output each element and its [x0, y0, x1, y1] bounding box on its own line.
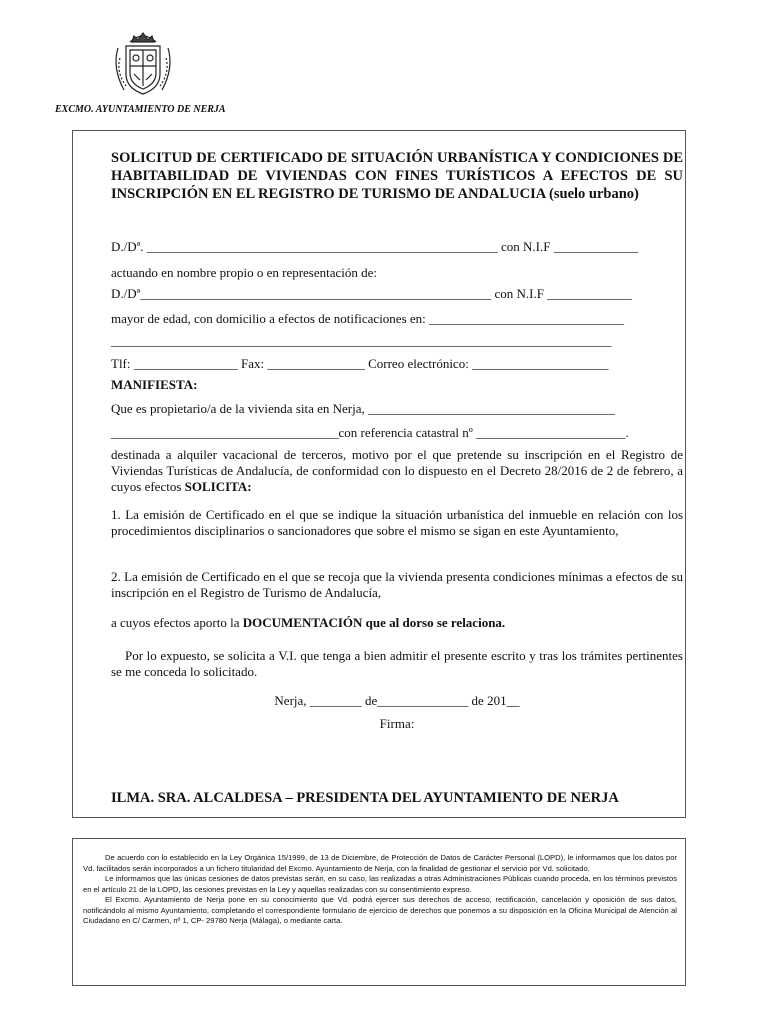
- cadastral-reference-field[interactable]: ___________________________________con referencia catastral nº _______________________.: [111, 425, 629, 440]
- documentation-bold: DOCUMENTACIÓN que al dorso se relaciona.: [242, 615, 506, 630]
- closing-paragraph: Por lo expuesto, se solicita a V.I. que tenga a bien admitir el presente escrito y tras los trámites pertinentes se me conceda lo solicitado.: [111, 648, 683, 679]
- solicita-label: SOLICITA:: [184, 479, 252, 494]
- coat-of-arms-icon: [110, 28, 176, 100]
- represented-name-field[interactable]: D./Dª______________________________________________________ con N.I.F _____________: [111, 286, 632, 301]
- organization-name: EXCMO. AYUNTAMIENTO DE NERJA: [55, 104, 226, 115]
- address-field[interactable]: mayor de edad, con domicilio a efectos de notificaciones en: ______________________________: [111, 311, 625, 326]
- date-line[interactable]: Nerja, ________ de______________ de 201__: [274, 693, 520, 708]
- form-title: SOLICITUD DE CERTIFICADO DE SITUACIÓN URBANÍSTICA Y CONDICIONES DE HABITABILIDAD DE VIVIENDAS CON FINES TURÍSTICOS A EFECTOS DE SU INSCRIPCIÓN EN EL REGISTRO DE TURISMO DE ANDALUCIA (suelo urbano): [111, 150, 683, 202]
- notice-paragraph-1: De acuerdo con lo establecido en la Ley Orgánica 15/1999, de 13 de Diciembre, de Protección de Datos de Carácter Personal (LOPD), le informamos que los datos por Vd. facilitados serán incorporados a un fichero titularidad del Excmo. Ayuntamiento de Nerja, con la finalidad de gestionar el servicio por Vd. solicitado.: [83, 853, 677, 873]
- request-item-1: 1. La emisión de Certificado en el que se indique la situación urbanística del inmueble en relación con los procedimientos disciplinarios o sancionadores que sobre el mismo se sigan en este Ayuntamiento,: [111, 507, 683, 538]
- representation-label: actuando en nombre propio o en representación de:: [111, 265, 378, 280]
- contact-fields[interactable]: Tlf: ________________ Fax: _______________ Correo electrónico: _____________________: [111, 356, 609, 371]
- property-address-field[interactable]: Que es propietario/a de la vivienda sita en Nerja, ______________________________________: [111, 401, 616, 416]
- purpose-text: destinada a alquiler vacacional de terceros, motivo por el que pretende su inscripción en el Registro de Viviendas Turísticas de Andalucía, de conformidad con lo dispuesto en el Decreto 28/2016 de 2 de febrero, a cuyos efectos: [111, 447, 683, 494]
- notice-paragraph-3: El Excmo. Ayuntamiento de Nerja pone en su conocimiento que Vd. podrá ejercer sus derechos de acceso, rectificación, cancelación y oposición de sus datos, notificándolo al mismo Ayuntamiento, completando el correspondiente formulario de ejercicio de derechos que ponemos a su disposición en la Oficina Municipal de Atención al Ciudadano en C/ Carmen, nº 1, CP- 29780 Nerja (Málaga), o mediante carta.: [83, 895, 677, 925]
- data-protection-notice: [72, 838, 686, 986]
- request-item-2: 2. La emisión de Certificado en el que se recoja que la vivienda presenta condiciones mínimas a efectos de su inscripción en el Registro de Turismo de Andalucía,: [111, 569, 683, 600]
- address-field-continued[interactable]: _____________________________________________________________________________: [111, 333, 612, 348]
- documentation-text: a cuyos efectos aporto la: [111, 615, 243, 630]
- signature-label: Firma:: [379, 716, 415, 731]
- documentation-line: [111, 615, 683, 631]
- manifiesta-heading: MANIFIESTA:: [111, 377, 198, 392]
- application-form: [72, 130, 686, 818]
- notice-paragraph-2: Le informamos que las únicas cesiones de datos previstas serán, en su caso, las realizadas a otras Administraciones Públicas cuando proceda, en los términos previstos en el artículo 21 de la LOPD, las cesiones previstas en la Ley y aquellas realizadas con su consentimiento expreso.: [83, 874, 677, 894]
- purpose-paragraph: [111, 447, 683, 495]
- applicant-name-field[interactable]: D./Dª. ______________________________________________________ con N.I.F _____________: [111, 239, 639, 254]
- addressee: ILMA. SRA. ALCALDESA – PRESIDENTA DEL AYUNTAMIENTO DE NERJA: [111, 790, 619, 806]
